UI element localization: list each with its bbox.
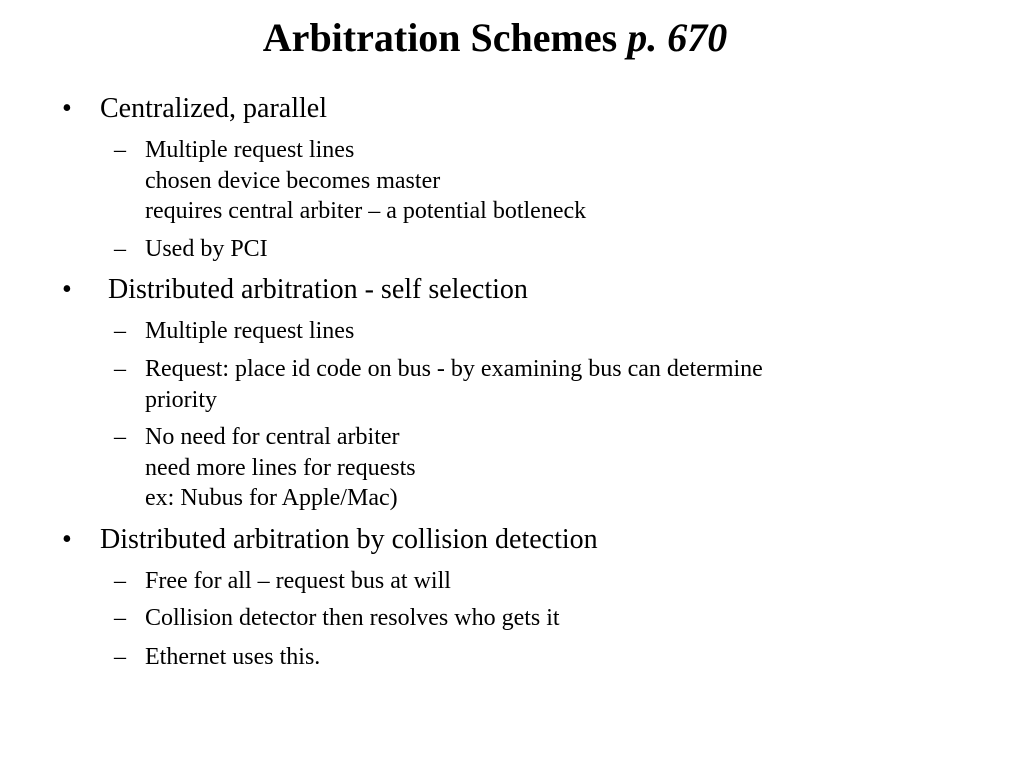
dash-marker: – bbox=[114, 644, 126, 670]
sub-bullet-line: chosen device becomes master bbox=[145, 167, 441, 194]
dash-marker: – bbox=[114, 356, 126, 382]
dash-marker: – bbox=[114, 424, 126, 450]
dash-marker: – bbox=[114, 568, 126, 594]
sub-bullet-line: Multiple request lines bbox=[145, 318, 355, 344]
bullet-marker: • bbox=[62, 524, 72, 555]
sub-bullet-line: Used by PCI bbox=[145, 236, 268, 262]
sub-bullet-line: ex: Nubus for Apple/Mac) bbox=[145, 485, 398, 511]
sub-bullet-line: priority bbox=[145, 386, 217, 413]
dash-marker: – bbox=[114, 137, 126, 163]
sub-bullet-line: Free for all – request bus at will bbox=[145, 568, 451, 594]
title-main: Arbitration Schemes bbox=[262, 15, 618, 60]
slide-title bbox=[0, 12, 990, 64]
bullet-text: Centralized, parallel bbox=[100, 93, 327, 124]
title-page-reference: p. 670 bbox=[627, 15, 728, 60]
sub-bullet-line: requires central arbiter – a potential botleneck bbox=[145, 198, 587, 224]
sub-bullet-line: need more lines for requests bbox=[145, 454, 416, 481]
bullet-text: Distributed arbitration by collision detection bbox=[100, 524, 598, 555]
sub-bullet-line: Request: place id code on bus - by examining bus can determine bbox=[145, 356, 763, 382]
sub-bullet-line: Collision detector then resolves who gets it bbox=[145, 605, 560, 631]
dash-marker: – bbox=[114, 605, 126, 631]
dash-marker: – bbox=[114, 318, 126, 344]
bullet-marker: • bbox=[62, 93, 72, 124]
bullet-marker: • bbox=[62, 274, 72, 305]
sub-bullet-line: Ethernet uses this. bbox=[145, 644, 321, 670]
bullet-text: Distributed arbitration - self selection bbox=[108, 274, 528, 305]
sub-bullet-line: No need for central arbiter bbox=[145, 424, 400, 450]
sub-bullet-line: Multiple request lines bbox=[145, 137, 355, 163]
dash-marker: – bbox=[114, 236, 126, 262]
